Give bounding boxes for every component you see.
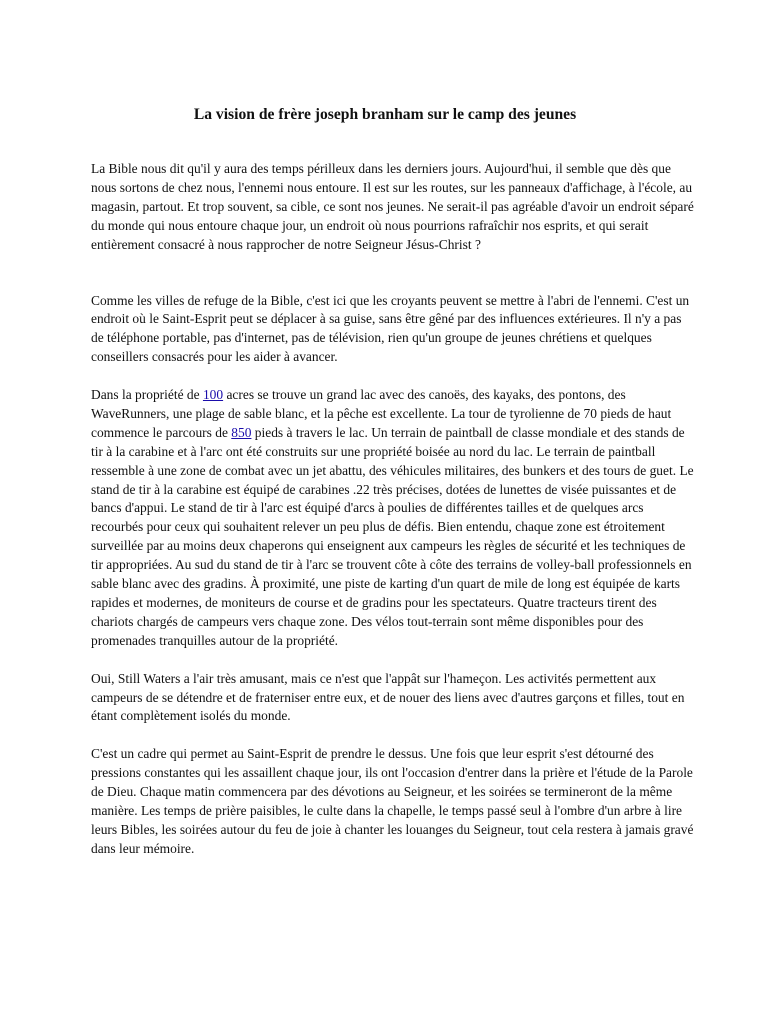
document-body (91, 160, 695, 859)
paragraph-property (91, 386, 695, 651)
paragraph-intro: La Bible nous dit qu'il y aura des temps périlleux dans les derniers jours. Aujourd'hui, il semble que dès que nous sortons de chez nous, l'ennemi nous entoure. Il est sur les routes, sur les panneaux d'affichage, à l'école, au magasin, partout. Et trop souvent, sa cible, ce sont nos jeunes. Ne serait-il pas agréable d'avoir un endroit séparé du monde qui nous entoure chaque jour, un endroit où nous pourrions rafraîchir nos esprits, et qui serait entièrement consacré à nous rapprocher de notre Seigneur Jésus-Christ ? (91, 161, 694, 252)
paragraph-holy-spirit: C'est un cadre qui permet au Saint-Esprit de prendre le dessus. Une fois que leur esprit s'est détourné des pressions constantes qui les assaillent chaque jour, ils ont l'occasion d'entrer dans la prière et l'étude de la Parole de Dieu. Chaque matin commencera par des dévotions au Seigneur, et les soirées se termineront de la même manière. Les temps de prière paisibles, le culte dans la chapelle, le temps passé seul à l'ombre d'un arbre à lire leurs Bibles, les soirées autour du feu de joie à chanter les louanges du Seigneur, tout cela restera à jamais gravé dans leur mémoire. (91, 746, 694, 856)
paragraph-refuge: Comme les villes de refuge de la Bible, c'est ici que les croyants peuvent se mettre à l'abri de l'ennemi. C'est un endroit où le Saint-Esprit peut se déplacer à sa guise, sans être gêné par des influences extérieures. Il n'y a pas de téléphone portable, pas d'internet, pas de télévision, rien qu'un groupe de jeunes chrétiens et quelques conseillers consacrés pour les aider à avancer. (91, 292, 690, 365)
acres-link[interactable]: 100 (202, 387, 224, 403)
feet-link[interactable]: 850 (231, 424, 252, 440)
paragraph-property-text-2: acres se trouve un grand lac avec des canoës, des kayaks, des pontons, des WaveRunners, une plage de sable blanc, et la pêche est excellente. La tour de tyrolienne de 70 pieds de haut commence le parcours de (91, 387, 672, 440)
paragraph-property-text-1: Dans la propriété de (91, 387, 203, 403)
paragraph-still-waters: Oui, Still Waters a l'air très amusant, mais ce n'est que l'appât sur l'hameçon. Les activités permettent aux campeurs de se détendre et de fraterniser entre eux, et de nouer des liens avec d'autres garçons et filles, tout en étant complètement isolés du monde. (91, 670, 685, 724)
paragraph-property-text-3: pieds à travers le lac. Un terrain de paintball de classe mondiale et des stands de tir à la carabine et à l'arc ont été construits sur une propriété boisée au nord du lac. Le terrain de paintball ressemble à une zone de combat avec un jet abattu, des véhicules militaires, des bunkers et des tours de guet. Le stand de tir à la carabine est équipé de carabines .22 très précises, dotées de lunettes de visée puissantes et de bancs d'appui. Le stand de tir à l'arc est équipé d'arcs à poulies de différentes tailles et de quelques arcs recourbés pour ceux qui souhaitent relever un peu plus de défis. Bien entendu, chaque zone est étroitement surveillée par au moins deux chaperons qui enseignent aux campeurs les règles de sécurité et les techniques de tir appropriées. Au sud du stand de tir à l'arc se trouvent côte à côte des terrains de volley-ball professionnels en sable blanc avec des gradins. À proximité, une piste de karting d'un quart de mile de long est équipée de karts rapides et modernes, de moniteurs de course et de gradins pour les spectateurs. Quatre tracteurs tirent des chariots chargés de campeurs vers chaque zone. Des vélos tout-terrain sont même disponibles pour des promenades tranquilles autour de la propriété. (91, 424, 694, 648)
document-title: La vision de frère joseph branham sur le camp des jeunes (193, 106, 577, 123)
